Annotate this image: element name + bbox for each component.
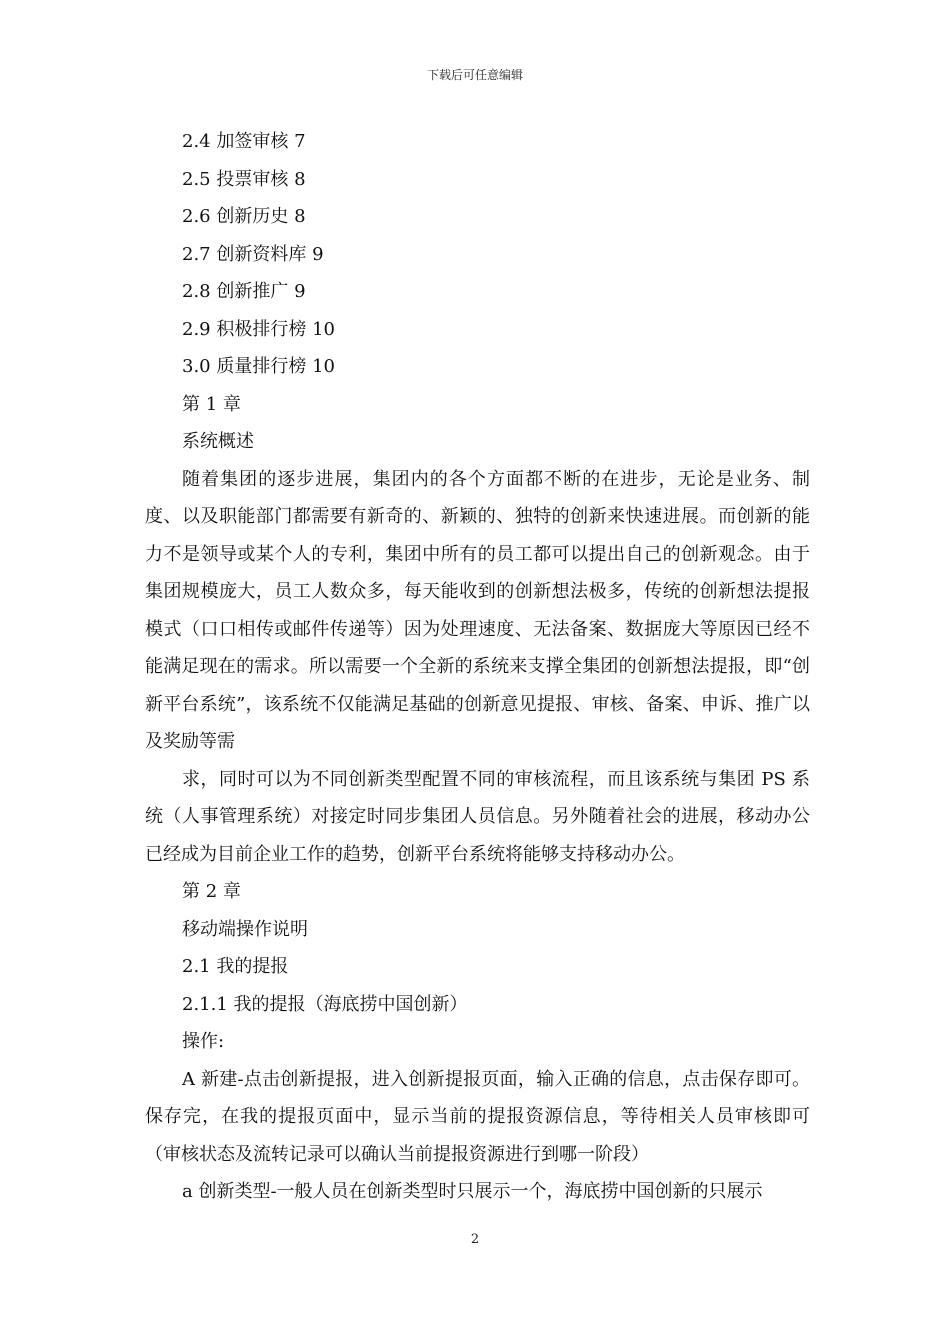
toc-entry: 2.5 投票审核 8 <box>182 168 306 190</box>
toc-entry: 2.9 积极排行榜 10 <box>182 318 335 340</box>
toc-entry: 2.4 加签审核 7 <box>182 131 306 152</box>
toc-entry: 3.0 质量排行榜 10 <box>182 356 335 377</box>
section-heading: 2.1 我的提报 <box>182 956 289 977</box>
operation-label: 操作: <box>182 1031 225 1052</box>
chapter-number: 第 1 章 <box>182 393 241 415</box>
page-number: 2 <box>470 1232 480 1247</box>
page-body <box>145 123 810 1211</box>
body-paragraph: A 新建-点击创新提报，进入创新提报页面，输入正确的信息，点击保存即可。保存完，在我的提报页面中，显示当前的提报资源信息，等待相关人员审核即可（审核状态及流转记录可以确认当前提报资源进行到哪一阶段） <box>145 1068 810 1165</box>
chapter-title: 移动端操作说明 <box>182 918 308 940</box>
body-paragraph: 随着集团的逐步进展，集团内的各个方面都不断的在进步，无论是业务、制度、以及职能部门都需要有新奇的、新颖的、独特的创新来快速进展。而创新的能力不是领导或某个人的专利，集团中所有的员工都可以提出自己的创新观念。由于集团规模庞大，员工人数众多，每天能收到的创新想法极多，传统的创新想法提报模式（口口相传或邮件传递等）因为处理速度、无法备案、数据庞大等原因已经不能满足现在的需求。所以需要一个全新的系统来支撑全集团的创新想法提报，即“创新平台系统”，该系统不仅能满足基础的创新意见提报、审核、备案、申诉、推广以及奖励等需 <box>145 468 810 752</box>
toc-entry: 2.6 创新历史 8 <box>182 206 306 227</box>
subsection-heading: 2.1.1 我的提报（海底捞中国创新） <box>182 993 468 1015</box>
toc-entry: 2.8 创新推广 9 <box>182 281 306 302</box>
chapter-title: 系统概述 <box>182 431 254 452</box>
chapter-number: 第 2 章 <box>182 881 241 902</box>
page-header: 下载后可任意编辑 <box>426 68 523 82</box>
body-paragraph: a 创新类型-一般人员在创新类型时只展示一个，海底捞中国创新的只展示 <box>182 1181 763 1202</box>
toc-entry: 2.7 创新资料库 9 <box>182 243 324 265</box>
body-paragraph: 求，同时可以为不同创新类型配置不同的审核流程，而且该系统与集团 PS 系统（人事管理系统）对接定时同步集团人员信息。另外随着社会的进展，移动办公已经成为目前企业工作的趋势，创新平台系统将能够支持移动办公。 <box>145 768 810 865</box>
